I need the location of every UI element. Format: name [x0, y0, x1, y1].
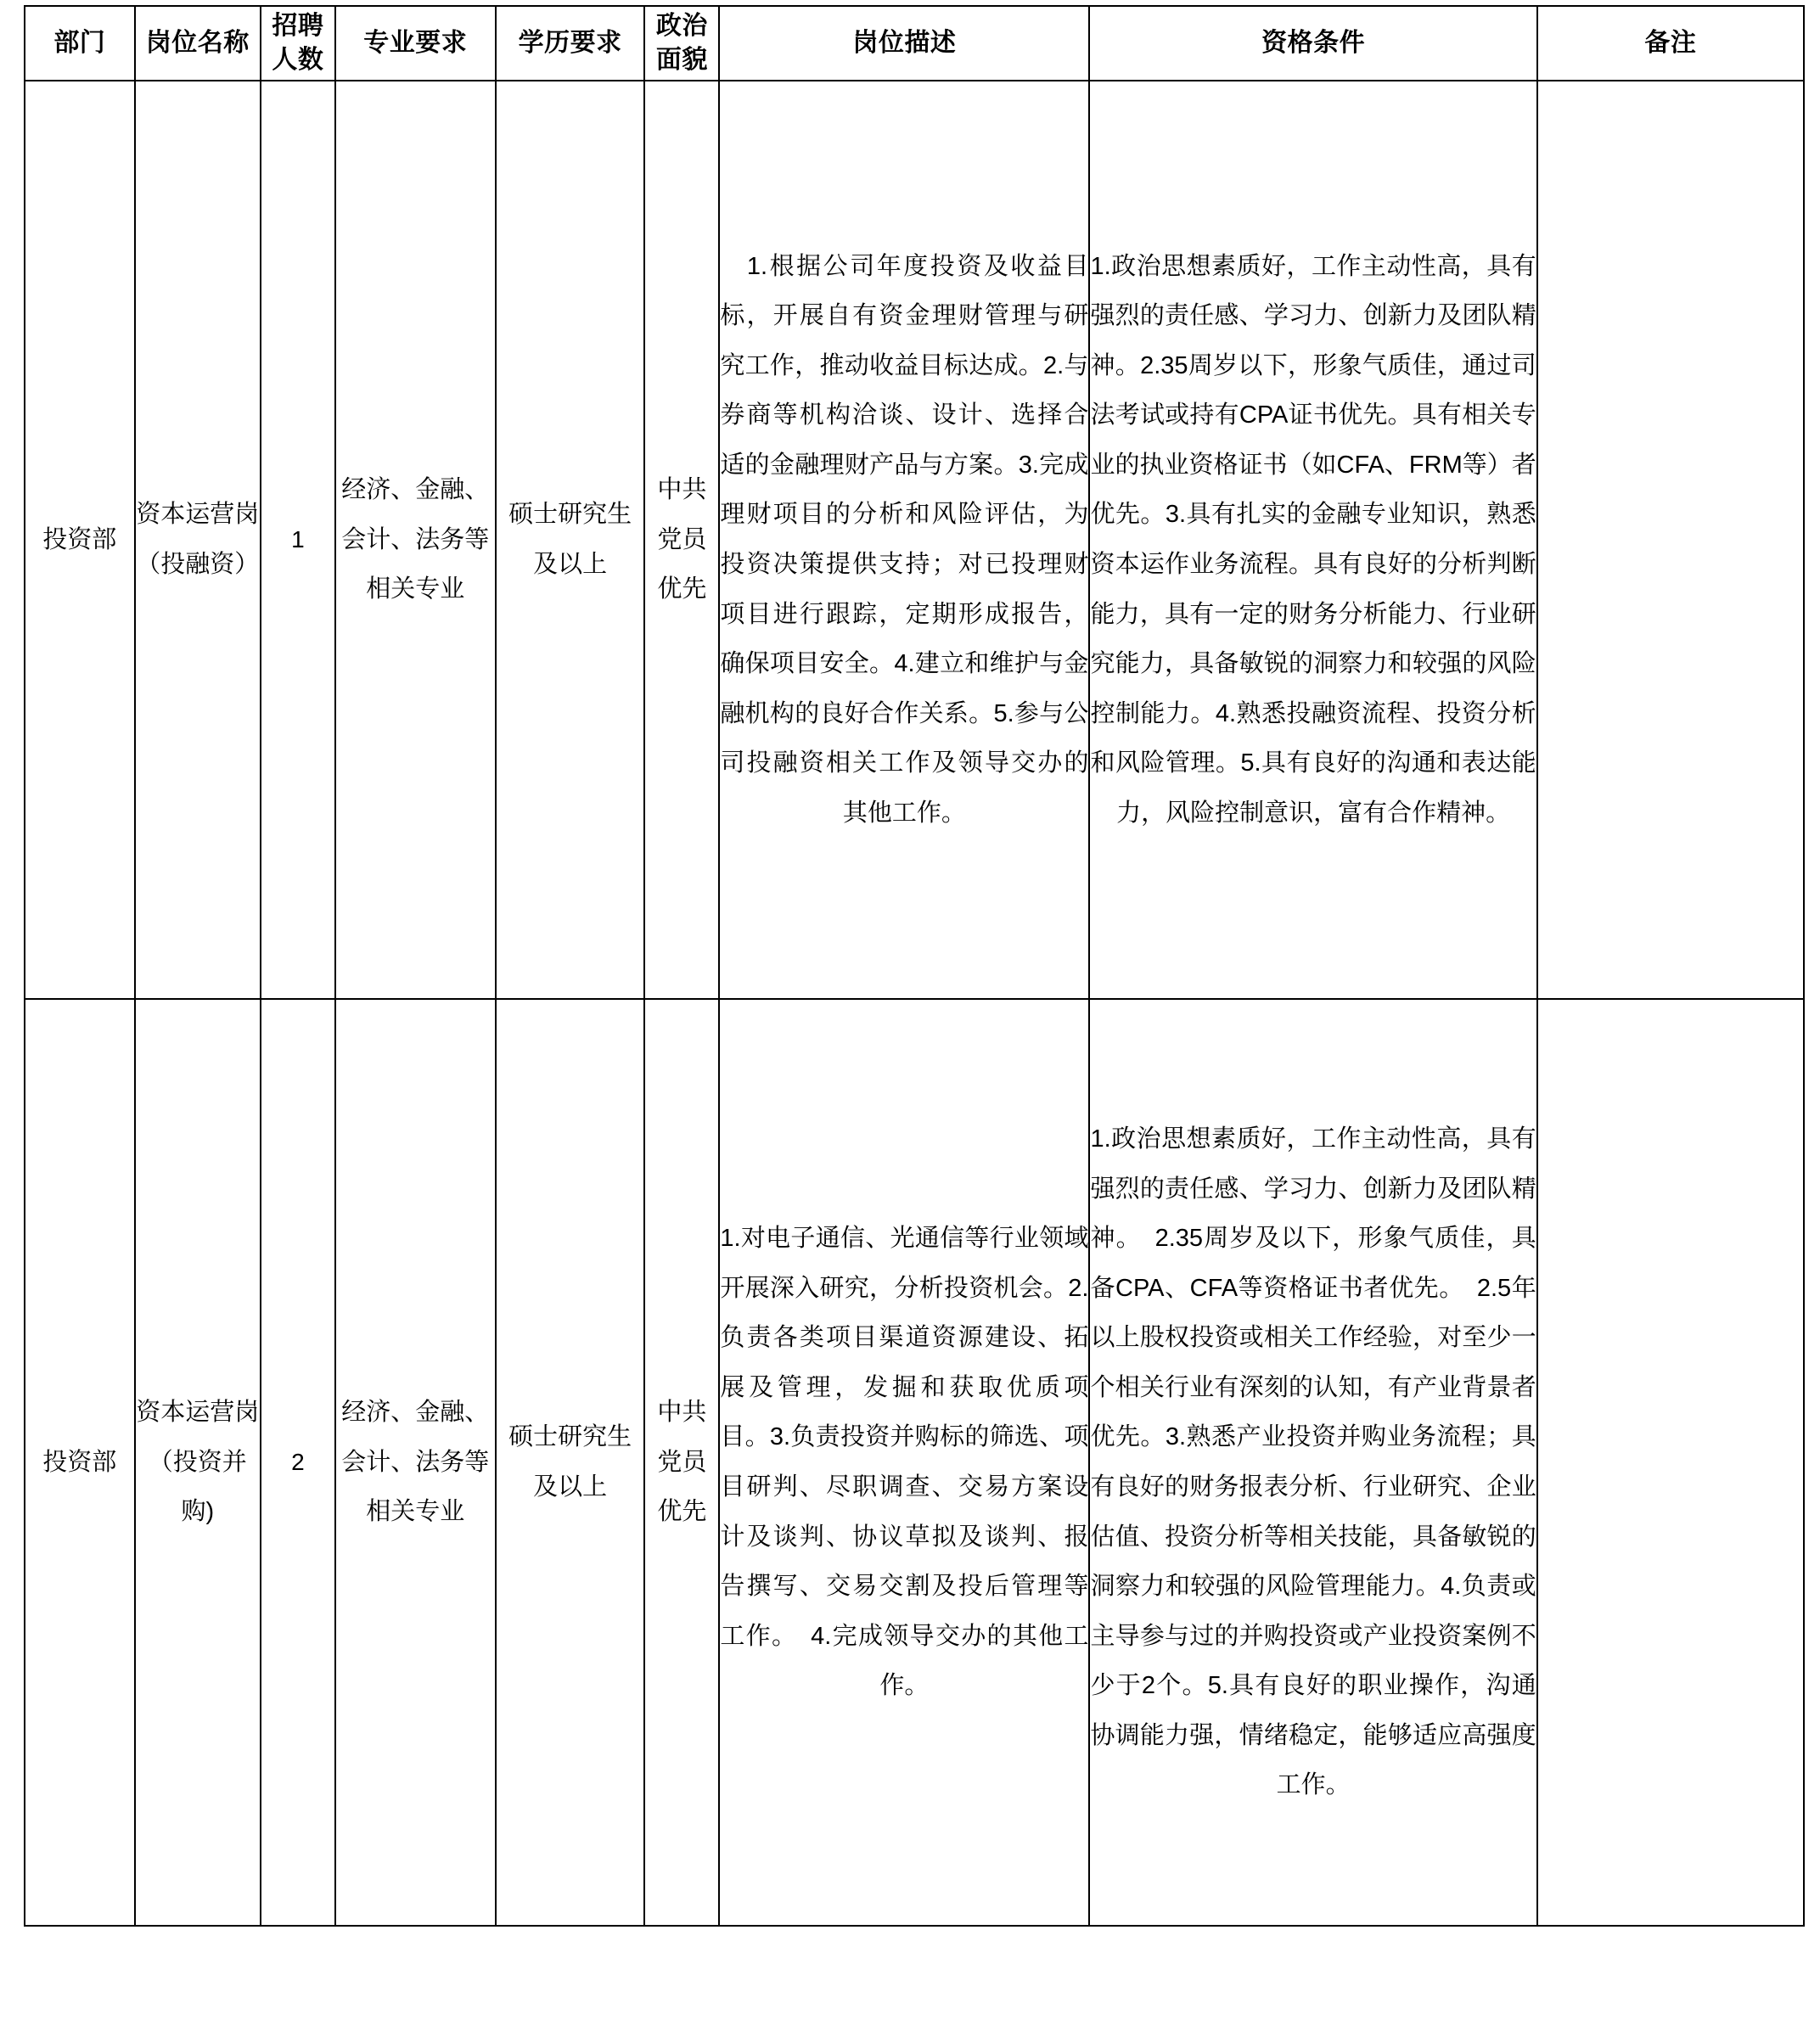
table-header-row — [25, 6, 1804, 81]
table-body — [25, 81, 1804, 1926]
column-header-major-requirement-label: 专业要求 — [363, 29, 468, 58]
column-header-job-description-label: 岗位描述 — [852, 29, 957, 58]
cell-remarks — [1537, 81, 1804, 999]
cell-job-description — [719, 999, 1089, 1926]
cell-education-requirement — [496, 81, 645, 999]
column-header-remarks-label: 备注 — [1644, 29, 1697, 58]
cell-position-name-text: 资本运营岗（投资并购) — [136, 1399, 260, 1526]
cell-position-name-text: 资本运营岗（投融资） — [136, 501, 260, 578]
cell-department — [25, 999, 135, 1926]
cell-headcount — [261, 81, 335, 999]
column-header-department — [25, 6, 135, 81]
column-header-job-description — [719, 6, 1089, 81]
cell-major-requirement — [335, 999, 496, 1926]
column-header-major-requirement — [335, 6, 496, 81]
cell-position-name — [135, 81, 261, 999]
table-row — [25, 81, 1804, 999]
cell-position-name — [135, 999, 261, 1926]
cell-major-requirement-text: 经济、金融、会计、法务等相关专业 — [341, 476, 490, 603]
column-header-political-status — [644, 6, 719, 81]
column-header-position-name — [135, 6, 261, 81]
column-header-political-status-label-line1: 政治 — [655, 12, 708, 41]
cell-qualifications — [1089, 999, 1536, 1926]
column-header-headcount — [261, 6, 335, 81]
column-header-headcount-label-line2: 人数 — [272, 46, 324, 74]
cell-qualifications-text: 1.政治思想素质好，工作主动性高，具有强烈的责任感、学习力、创新力及团队精神。 2.35周岁及以下，形象气质佳，具备CPA、CFA等资格证书者优先。 2.5年以上股权投资或相关工作经验，对至少一个相关行业有深刻的认知，有产业背景者优先。3.熟悉产业投资并购业务流程；具有良好的财务报表分析、行业研究、企业估值、投资分析等相关技能，具备敏锐的洞察力和较强的风险管理能力。4.负责或主导参与过的并购投资或产业投资案例不少于2个。5.具有良好的职业操作，沟通协调能力强，情绪稳定，能够适应高强度工作。 — [1090, 1125, 1536, 1799]
cell-political-status-text: 中共党员优先 — [657, 1399, 707, 1526]
table-row — [25, 999, 1804, 1926]
cell-major-requirement-text: 经济、金融、会计、法务等相关专业 — [341, 1399, 490, 1526]
column-header-education-requirement — [496, 6, 645, 81]
cell-education-requirement-text: 硕士研究生及以上 — [508, 1423, 632, 1501]
column-header-qualifications — [1089, 6, 1536, 81]
column-header-education-requirement-label: 学历要求 — [518, 29, 622, 58]
cell-department-text: 投资部 — [42, 525, 117, 553]
column-header-qualifications-label: 资格条件 — [1261, 29, 1366, 58]
column-header-position-name-label: 岗位名称 — [145, 29, 250, 58]
table-header — [25, 6, 1804, 81]
cell-major-requirement — [335, 81, 496, 999]
cell-education-requirement-text: 硕士研究生及以上 — [508, 501, 632, 578]
cell-headcount — [261, 999, 335, 1926]
cell-political-status — [644, 81, 719, 999]
column-header-department-label: 部门 — [53, 29, 106, 58]
cell-political-status — [644, 999, 719, 1926]
cell-education-requirement — [496, 999, 645, 1926]
cell-qualifications — [1089, 81, 1536, 999]
cell-department — [25, 81, 135, 999]
cell-job-description-text: 1.对电子通信、光通信等行业领域开展深入研究，分析投资机会。2.负责各类项目渠道资源建设、拓展及管理，发掘和获取优质项目。3.负责投资并购标的筛选、项目研判、尽职调查、交易方案设计及谈判、协议草拟及谈判、报告撰写、交易交割及投后管理等工作。 4.完成领导交办的其他工作。 — [720, 1225, 1089, 1700]
cell-headcount-text: 1 — [291, 525, 305, 553]
recruitment-table — [24, 5, 1805, 1927]
cell-remarks — [1537, 999, 1804, 1926]
cell-job-description — [719, 81, 1089, 999]
cell-political-status-text: 中共党员优先 — [657, 476, 707, 603]
cell-headcount-text: 2 — [291, 1448, 305, 1475]
cell-qualifications-text: 1.政治思想素质好，工作主动性高，具有强烈的责任感、学习力、创新力及团队精神。2.35周岁以下，形象气质佳，通过司法考试或持有CPA证书优先。具有相关专业的执业资格证书（如CFA、FRM等）者优先。3.具有扎实的金融专业知识，熟悉资本运作业务流程。具有良好的分析判断能力，具有一定的财务分析能力、行业研究能力，具备敏锐的洞察力和较强的风险控制能力。4.熟悉投融资流程、投资分析和风险管理。5.具有良好的沟通和表达能力，风险控制意识，富有合作精神。 — [1090, 252, 1536, 827]
cell-job-description-text: 1.根据公司年度投资及收益目标，开展自有资金理财管理与研究工作，推动收益目标达成。2.与券商等机构洽谈、设计、选择合适的金融理财产品与方案。3.完成理财项目的分析和风险评估，为投资决策提供支持；对已投理财项目进行跟踪，定期形成报告，确保项目安全。4.建立和维护与金融机构的良好合作关系。5.参与公司投融资相关工作及领导交办的其他工作。 — [720, 252, 1089, 827]
column-header-headcount-label-line1: 招聘 — [272, 12, 324, 41]
column-header-remarks — [1537, 6, 1804, 81]
cell-department-text: 投资部 — [42, 1448, 117, 1476]
column-header-political-status-label-line2: 面貌 — [655, 46, 708, 74]
